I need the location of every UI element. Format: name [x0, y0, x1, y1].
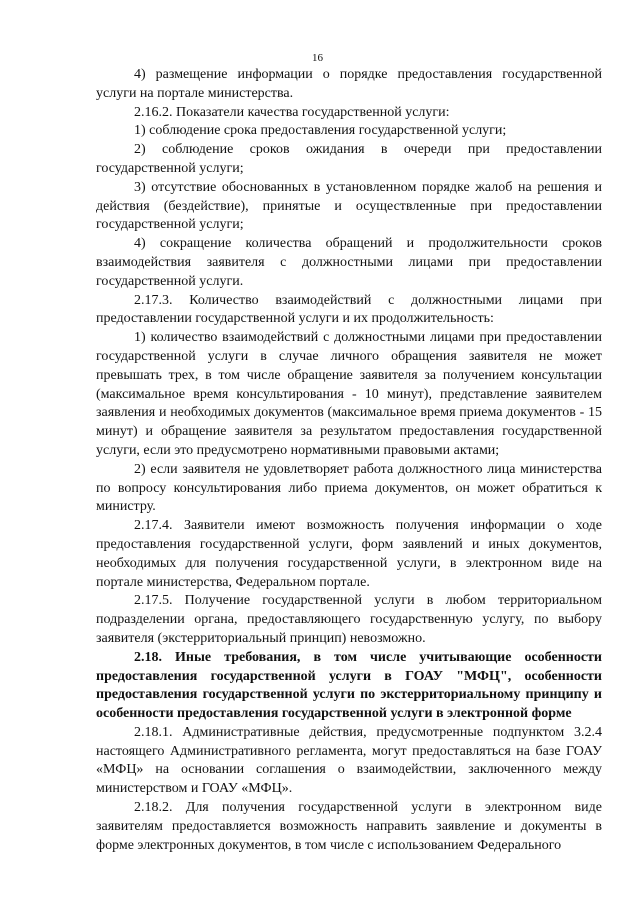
paragraph: 2.18.1. Административные действия, предусмотренные подпунктом 3.2.4 настоящего Административного регламента, могут предоставляться на базе ГОАУ «МФЦ» на основании соглашения о взаимодействии, заключенного между министерством и ГОАУ «МФЦ». — [96, 724, 602, 797]
page-number: 16 — [312, 52, 323, 64]
paragraph: 2.17.4. Заявители имеют возможность получения информации о ходе предоставления государственной услуги, форм заявлений и иных документов, необходимых для получения государственной услуги, в электронном виде на портале министерства, Федеральном портале. — [96, 518, 602, 590]
paragraph: 2) соблюдение сроков ожидания в очереди при предоставлении государственной услуги; — [96, 142, 602, 176]
paragraph: 2.18.2. Для получения государственной услуги в электронном виде заявителям предоставляется возможность направить заявление и документы в форме электронных документов, в том числе с использованием Федерального — [96, 800, 602, 853]
paragraph: 2.17.3. Количество взаимодействий с должностными лицами при предоставлении государственной услуги и их продолжительность: — [96, 292, 602, 327]
paragraph: 1) количество взаимодействий с должностными лицами при предоставлении государственной услуги в случае личного обращения заявителя не может превышать трех, в том числе обращение заявителя за получением консультации (максимальное время консультирования - 10 минут), представление заявителем заявления и необходимых документов (максимальное время приема документов - 15 минут) и обращение заявителя за результатом предоставления государственной услуги, если это предусмотрено нормативными правовыми актами; — [96, 330, 602, 458]
paragraph: 2.16.2. Показатели качества государственной услуги: — [134, 104, 450, 120]
paragraph: 2) если заявителя не удовлетворяет работа должностного лица министерства по вопросу консультирования либо приема документов, он может обратиться к министру. — [96, 461, 602, 515]
document-body — [96, 66, 602, 855]
paragraph: 3) отсутствие обоснованных в установленном порядке жалоб на решения и действия (бездействие), принятые и осуществленные при предоставлении государственной услуги; — [96, 179, 602, 233]
paragraph: 4) размещение информации о порядке предоставления государственной услуги на портале министерства. — [96, 67, 602, 101]
paragraph: 2.17.5. Получение государственной услуги в любом территориальном подразделении органа, предоставляющего государственную услугу, по выбору заявителя (экстерриториальный принцип) невозможно. — [96, 593, 602, 646]
section-heading: 2.18. Иные требования, в том числе учитывающие особенности предоставления государственной услуги в ГОАУ "МФЦ", особенности предоставления государственной услуги по экстерриториальному принципу и особенности предоставления государственной услуги в электронной форме — [96, 649, 602, 722]
paragraph: 1) соблюдение срока предоставления государственной услуги; — [134, 123, 507, 139]
paragraph: 4) сокращение количества обращений и продолжительности сроков взаимодействия заявителя с должностными лицами при предоставлении государственной услуги. — [96, 236, 602, 289]
